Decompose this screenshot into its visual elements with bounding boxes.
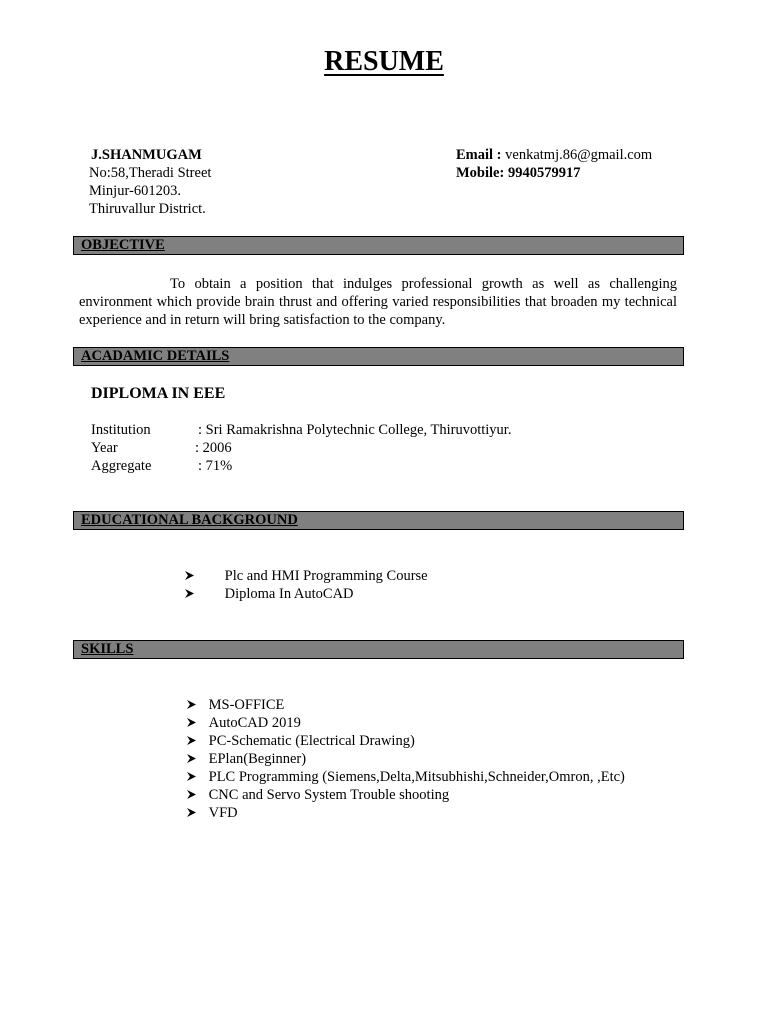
section-header-objective [73, 236, 684, 255]
email-label: Email : [456, 147, 502, 163]
academic-value-institution: : Sri Ramakrishna Polytechnic College, Thiruvottiyur. [198, 422, 512, 438]
mobile-label: Mobile: [456, 165, 505, 181]
list-item [186, 732, 415, 750]
list-item-label: Plc and HMI Programming Course [224, 568, 428, 584]
list-item [186, 750, 306, 768]
section-header-educational [73, 511, 684, 530]
list-item-label: Diploma In AutoCAD [224, 586, 354, 602]
section-header-academic [73, 347, 684, 366]
academic-label-year: Year [91, 440, 118, 456]
email-row [456, 146, 652, 164]
title-text: RESUME [324, 46, 444, 77]
arrow-bullet-icon [186, 789, 197, 800]
list-item-label: MS-OFFICE [208, 697, 285, 713]
degree-title: DIPLOMA IN EEE [91, 385, 226, 402]
section-label-objective: OBJECTIVE [81, 237, 165, 253]
arrow-bullet-icon [186, 735, 197, 746]
list-item [186, 804, 238, 822]
arrow-bullet-icon [184, 570, 195, 581]
page-title [0, 46, 768, 78]
arrow-bullet-icon [184, 588, 195, 599]
arrow-bullet-icon [186, 807, 197, 818]
arrow-bullet-icon [186, 717, 197, 728]
objective-text: To obtain a position that indulges professional growth as well as challenging environment which provide brain thrust and offering varied responsibilities that broaden my technical experience and in return will bring satisfaction to the company. [79, 276, 677, 328]
academic-value-year: : 2006 [195, 440, 232, 456]
arrow-bullet-icon [186, 753, 197, 764]
list-item-label: PLC Programming (Siemens,Delta,Mitsubhishi,Schneider,Omron, ,Etc) [208, 769, 625, 785]
list-item [184, 585, 354, 603]
address-line-1: No:58,Theradi Street [89, 165, 212, 181]
list-item [186, 786, 449, 804]
email-value: venkatmj.86@gmail.com [505, 147, 653, 163]
list-item-label: AutoCAD 2019 [208, 715, 301, 731]
list-item [186, 714, 301, 732]
candidate-name: J.SHANMUGAM [91, 147, 202, 163]
section-label-academic: ACADAMIC DETAILS [81, 348, 230, 364]
section-header-skills [73, 640, 684, 659]
academic-value-aggregate: : 71% [198, 458, 233, 474]
address-line-2: Minjur-601203. [89, 183, 181, 199]
academic-label-aggregate: Aggregate [91, 458, 152, 474]
mobile-value: 9940579917 [507, 165, 581, 181]
section-label-educational: EDUCATIONAL BACKGROUND [81, 512, 298, 528]
list-item-label: VFD [208, 805, 238, 821]
list-item-label: EPlan(Beginner) [208, 751, 307, 767]
list-item-label: PC-Schematic (Electrical Drawing) [208, 733, 415, 749]
arrow-bullet-icon [186, 771, 197, 782]
list-item [184, 567, 428, 585]
mobile-row [456, 164, 580, 182]
list-item [186, 768, 625, 786]
list-item-label: CNC and Servo System Trouble shooting [208, 787, 450, 803]
address-line-3: Thiruvallur District. [89, 201, 206, 217]
arrow-bullet-icon [186, 699, 197, 710]
academic-label-institution: Institution [91, 422, 151, 438]
section-label-skills: SKILLS [81, 641, 134, 657]
list-item [186, 696, 284, 714]
